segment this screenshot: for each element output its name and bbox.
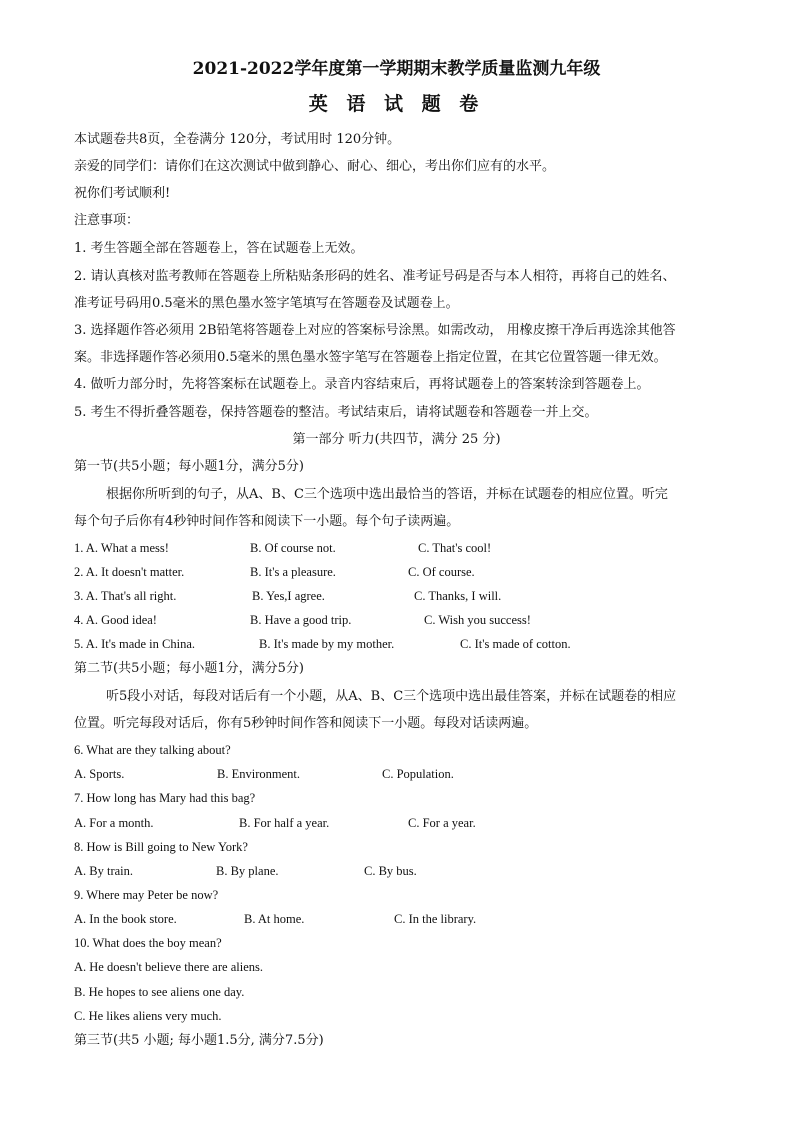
notes-heading: 注意事项： [74, 213, 140, 228]
q1-option-a: 1. A. What a mess! [74, 541, 169, 555]
q2-option-c: C. Of course. [408, 565, 475, 579]
q8-option-c: C. By bus. [364, 864, 417, 878]
q3-option-b: B. Yes,I agree. [252, 589, 325, 603]
q10-stem: 10. What does the boy mean? [74, 936, 222, 950]
note-line: 4. 做听力部分时，先将答案标在试题卷上。录音内容结束后，再将试题卷上的答案转涂到答题卷上。 [74, 377, 650, 392]
note-line: 案。非选择题作答必须用0.5毫米的黑色墨水签字笔写在答题卷上指定位置，在其它位置答题一律无效。 [74, 350, 667, 365]
q7-option-c: C. For a year. [408, 816, 476, 830]
q9-option-c: C. In the library. [394, 912, 477, 926]
section2-title: 第二节(共5小题；每小题1分，满分5分) [74, 661, 304, 676]
note-line: 准考证号码用0.5毫米的黑色墨水签字笔填写在答题卷及试题卷上。 [74, 296, 459, 311]
q6-option-c: C. Population. [382, 767, 454, 781]
q4-option-c: C. Wish you success! [424, 613, 531, 627]
q7-stem: 7. How long has Mary had this bag? [74, 791, 256, 805]
q10-option-c: C. He likes aliens very much. [74, 1009, 222, 1023]
note-line: 1. 考生答题全部在答题卷上，答在试题卷上无效。 [74, 241, 364, 256]
q8-option-b: B. By plane. [216, 864, 279, 878]
q6-stem: 6. What are they talking about? [74, 743, 231, 757]
q4-option-a: 4. A. Good idea! [74, 613, 157, 627]
q5-option-a: 5. A. It's made in China. [74, 637, 195, 651]
note-line: 3. 选择题作答必须用 2B铅笔将答题卷上对应的答案标号涂黑。如需改动， 用橡皮擦干净后再选涂其他答 [74, 323, 676, 338]
exam-subtitle: 英 语 试 题 卷 [308, 93, 485, 115]
q7-option-a: A. For a month. [74, 816, 154, 830]
note-line: 2. 请认真核对监考教师在答题卷上所粘贴条形码的姓名、准考证号码是否与本人相符，再将自己的姓名、 [74, 269, 676, 284]
note-line: 5. 考生不得折叠答题卷，保持答题卷的整洁。考试结束后，请将试题卷和答题卷一并上交。 [74, 405, 598, 420]
section2-instruction: 听5段小对话，每段对话后有一个小题，从A、B、C三个选项中选出最佳答案，并标在试题卷的相应 [106, 689, 677, 704]
q1-option-b: B. Of course not. [250, 541, 336, 555]
section2-instruction: 位置。听完每段对话后，你有5秒钟时间作答和阅读下一小题。每段对话读两遍。 [74, 716, 538, 731]
q10-option-a: A. He doesn't believe there are aliens. [74, 960, 263, 974]
section3-title: 第三节(共5 小题; 每小题1.5分, 满分7.5分) [74, 1033, 324, 1048]
q10-option-b: B. He hopes to see aliens one day. [74, 985, 245, 999]
intro-line: 祝你们考试顺利! [74, 186, 171, 201]
q3-option-a: 3. A. That's all right. [74, 589, 177, 603]
q6-option-a: A. Sports. [74, 767, 125, 781]
part1-title: 第一部分 听力(共四节，满分 25 分) [292, 432, 501, 447]
q3-option-c: C. Thanks, I will. [414, 589, 502, 603]
q4-option-b: B. Have a good trip. [250, 613, 352, 627]
q8-stem: 8. How is Bill going to New York? [74, 840, 248, 854]
q2-option-a: 2. A. It doesn't matter. [74, 565, 185, 579]
q9-option-a: A. In the book store. [74, 912, 177, 926]
q2-option-b: B. It's a pleasure. [250, 565, 336, 579]
q9-stem: 9. Where may Peter be now? [74, 888, 219, 902]
q8-option-a: A. By train. [74, 864, 134, 878]
q7-option-b: B. For half a year. [239, 816, 330, 830]
q5-option-c: C. It's made of cotton. [460, 637, 571, 651]
intro-line: 亲爱的同学们：请你们在这次测试中做到静心、耐心、细心，考出你们应有的水平。 [74, 159, 556, 174]
intro-line: 本试题卷共8页，全卷满分 120分，考试用时 120分钟。 [74, 132, 401, 147]
q9-option-b: B. At home. [244, 912, 305, 926]
exam-title: 2021-2022学年度第一学期期末教学质量监测九年级 [192, 59, 601, 79]
section1-instruction: 根据你所听到的句子，从A、B、C三个选项中选出最恰当的答语，并标在试题卷的相应位置。听完 [106, 487, 668, 502]
section1-title: 第一节(共5小题；每小题1分，满分5分) [74, 459, 304, 474]
q5-option-b: B. It's made by my mother. [259, 637, 395, 651]
q1-option-c: C. That's cool! [418, 541, 492, 555]
section1-instruction: 每个句子后你有4秒钟时间作答和阅读下一小题。每个句子读两遍。 [74, 514, 460, 529]
q6-option-b: B. Environment. [217, 767, 300, 781]
